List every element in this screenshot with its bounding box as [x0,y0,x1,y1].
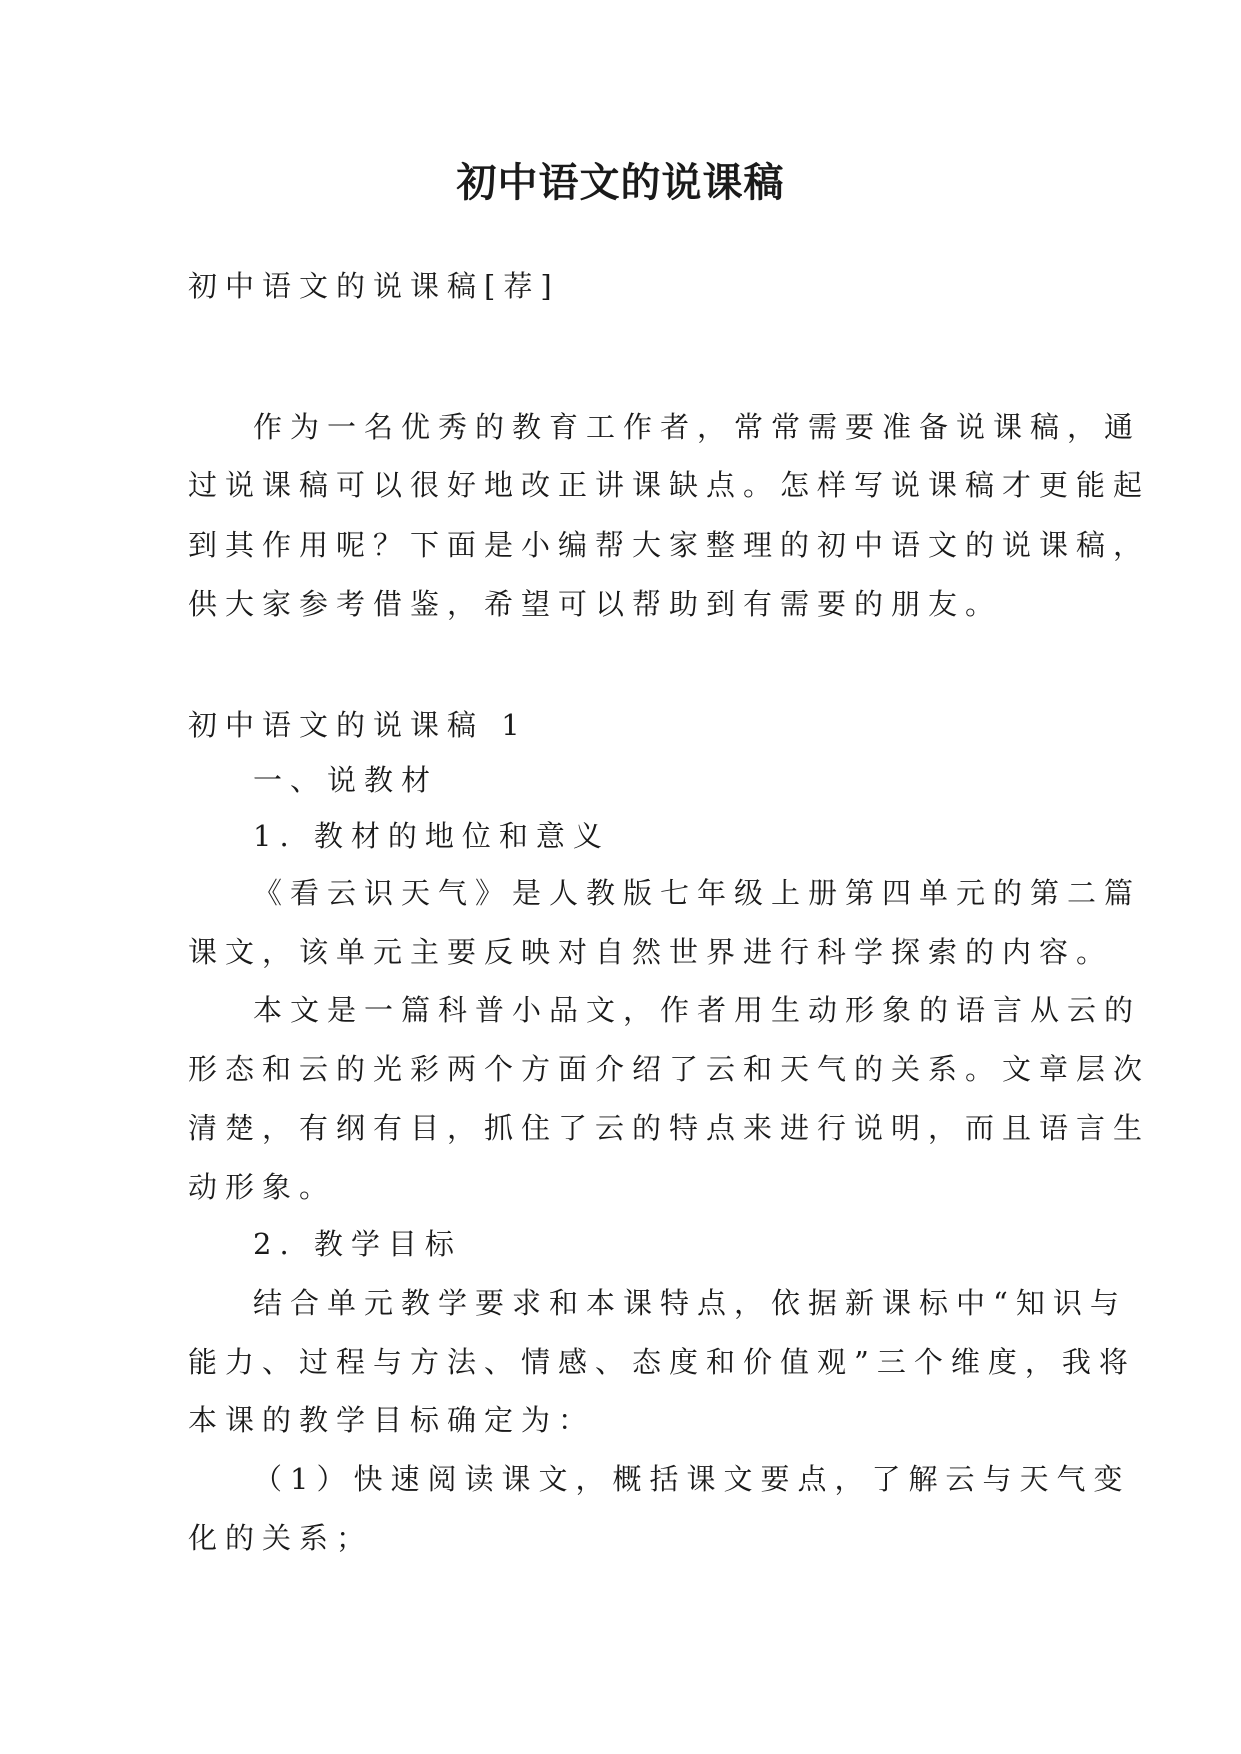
intro-paragraph-line: 供大家参考借鉴，希望可以帮助到有需要的朋友。 [188,587,1003,621]
subtitle-line: 初中语文的说课稿[荐] [188,269,560,303]
body-paragraph-line: 能力、过程与方法、情感、态度和价值观”三个维度，我将 [188,1345,1136,1379]
body-paragraph-line: 结合单元教学要求和本课特点，依据新课标中“知识与 [253,1286,1127,1320]
body-paragraph-line: 课文，该单元主要反映对自然世界进行科学探索的内容。 [188,935,1114,969]
intro-paragraph-line: 到其作用呢？下面是小编帮大家整理的初中语文的说课稿， [188,528,1151,562]
subsection-heading: 一、说教材 [253,763,439,797]
intro-paragraph-line: 作为一名优秀的教育工作者，常常需要准备说课稿，通 [253,410,1142,444]
page-title: 初中语文的说课稿 [456,160,785,206]
subsection-heading: 2. 教学目标 [253,1227,462,1261]
subsection-heading: 1. 教材的地位和意义 [253,819,610,853]
list-item-line: 化的关系； [188,1521,374,1555]
intro-paragraph-line: 过说课稿可以很好地改正讲课缺点。怎样写说课稿才更能起 [188,468,1151,502]
body-paragraph-line: 《看云识天气》是人教版七年级上册第四单元的第二篇 [253,876,1142,910]
section-heading: 初中语文的说课稿 1 [188,708,528,742]
list-item-line: （1）快速阅读课文，概括课文要点，了解云与天气变 [253,1462,1131,1496]
body-paragraph-line: 动形象。 [188,1170,337,1204]
body-paragraph-line: 本文是一篇科普小品文，作者用生动形象的语言从云的 [253,993,1142,1027]
body-paragraph-line: 形态和云的光彩两个方面介绍了云和天气的关系。文章层次 [188,1052,1151,1086]
body-paragraph-line: 清楚，有纲有目，抓住了云的特点来进行说明，而且语言生 [188,1111,1151,1145]
body-paragraph-line: 本课的教学目标确定为： [188,1403,596,1437]
